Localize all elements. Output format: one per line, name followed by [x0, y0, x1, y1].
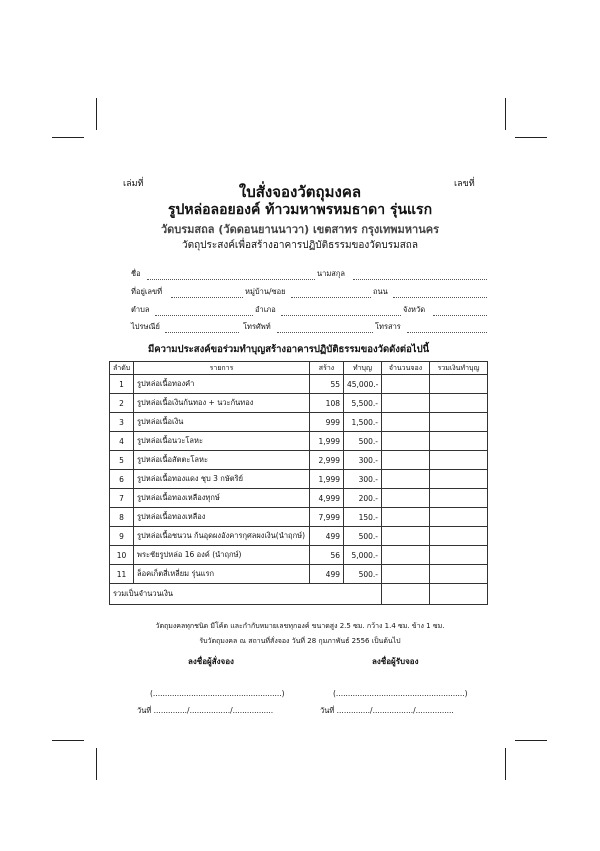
row-total[interactable] — [430, 432, 488, 451]
province-field[interactable] — [433, 315, 487, 316]
col-header-quantity: จำนวนจอง — [382, 362, 430, 375]
row-number: 1 — [110, 375, 134, 394]
row-item: พระชัยรูปหล่อ 16 องค์ (นำฤกษ์) — [134, 546, 310, 565]
crop-mark — [52, 137, 84, 138]
row-built-qty: 4,999 — [310, 489, 344, 508]
crop-mark — [96, 98, 97, 130]
row-total[interactable] — [430, 413, 488, 432]
name-field[interactable] — [147, 279, 315, 280]
row-built-qty: 108 — [310, 394, 344, 413]
name-row — [131, 270, 487, 282]
order-table — [109, 361, 488, 605]
name-label: ชื่อ — [131, 269, 141, 278]
row-donation: 45,000.- — [344, 375, 382, 394]
row-donation: 1,500.- — [344, 413, 382, 432]
contact-row — [131, 323, 487, 335]
row-number: 9 — [110, 527, 134, 546]
district-label: อำเภอ — [255, 305, 276, 314]
row-order-quantity[interactable] — [382, 470, 430, 489]
row-number: 8 — [110, 508, 134, 527]
row-total[interactable] — [430, 451, 488, 470]
row-order-quantity[interactable] — [382, 489, 430, 508]
row-order-quantity[interactable] — [382, 394, 430, 413]
total-label: รวมเป็นจำนวนเงิน — [110, 584, 382, 605]
village-label: หมู่บ้าน/ซอย — [245, 287, 286, 296]
row-order-quantity[interactable] — [382, 375, 430, 394]
row-order-quantity[interactable] — [382, 451, 430, 470]
surname-label: นามสกุล — [317, 269, 345, 278]
col-header-no: ลำดับ — [110, 362, 134, 375]
table-row — [110, 527, 488, 546]
table-row — [110, 394, 488, 413]
phone-field[interactable] — [277, 332, 373, 333]
village-field[interactable] — [291, 297, 371, 298]
note-line-1: วัตถุมงคลทุกชนิด มีโค้ด และกำกับหมายเลขทุกองค์ ขนาดสูง 2.5 ซม. กว้าง 1.4 ซม. ข้าง 1 ซม. — [155, 622, 445, 630]
row-order-quantity[interactable] — [382, 508, 430, 527]
note-line-2: รับวัตถุมงคล ณ สถานที่สั่งจอง วันที่ 28 กุมภาพันธ์ 2556 เป็นต้นไป — [199, 637, 401, 645]
postal-field[interactable] — [165, 332, 239, 333]
row-item: รูปหล่อเนื้อเงิน — [134, 413, 310, 432]
orderer-name-blank[interactable]: (......................................................) — [150, 689, 285, 698]
row-donation: 500.- — [344, 527, 382, 546]
total-quantity-cell[interactable] — [382, 584, 430, 605]
row-item: รูปหล่อเนื้อสัตตะโลหะ — [134, 451, 310, 470]
row-total[interactable] — [430, 508, 488, 527]
row-total[interactable] — [430, 527, 488, 546]
crop-mark — [515, 740, 547, 741]
row-number: 5 — [110, 451, 134, 470]
form-title: ใบสั่งจองวัตถุมงคล — [238, 183, 362, 201]
row-total[interactable] — [430, 470, 488, 489]
table-row — [110, 413, 488, 432]
total-row — [110, 584, 488, 605]
crop-mark — [515, 137, 547, 138]
orderer-date-line[interactable]: วันที่ ............../................./................. — [137, 706, 274, 715]
road-field[interactable] — [393, 297, 487, 298]
row-donation: 300.- — [344, 470, 382, 489]
row-order-quantity[interactable] — [382, 527, 430, 546]
orderer-signature-label: ลงชื่อผู้สั่งจอง — [188, 657, 234, 666]
document-number-label: เลขที่ — [454, 179, 475, 189]
row-built-qty: 55 — [310, 375, 344, 394]
row-number: 4 — [110, 432, 134, 451]
total-amount-cell[interactable] — [430, 584, 488, 605]
fax-label: โทรสาร — [375, 322, 401, 331]
row-built-qty: 499 — [310, 527, 344, 546]
row-donation: 300.- — [344, 451, 382, 470]
temple-name: วัดบรมสถล (วัดดอนยานนาวา) เขตสาทร กรุงเทพมหานคร — [160, 223, 440, 236]
intro-text: มีความประสงค์ขอร่วมทำบุญสร้างอาคารปฏิบัติธรรมของวัดดังต่อไปนี้ — [148, 344, 430, 355]
row-donation: 5,500.- — [344, 394, 382, 413]
col-header-total: รวมเงินทำบุญ — [430, 362, 488, 375]
row-number: 7 — [110, 489, 134, 508]
row-built-qty: 56 — [310, 546, 344, 565]
row-built-qty: 7,999 — [310, 508, 344, 527]
subdistrict-field[interactable] — [155, 315, 253, 316]
address-field[interactable] — [171, 297, 243, 298]
row-item: รูปหล่อเนื้อชนวน ก้นอุดผงอังคารกุศลผงเงิน(นำฤกษ์) — [134, 527, 310, 546]
row-total[interactable] — [430, 375, 488, 394]
row-item: รูปหล่อเนื้อเงินก้นทอง + นวะก้นทอง — [134, 394, 310, 413]
surname-field[interactable] — [353, 279, 487, 280]
row-donation: 500.- — [344, 565, 382, 584]
row-built-qty: 2,999 — [310, 451, 344, 470]
col-header-built: สร้าง — [310, 362, 344, 375]
crop-mark — [96, 748, 97, 780]
postal-label: ไปรษณีย์ — [131, 322, 160, 331]
road-label: ถนน — [373, 287, 388, 296]
fax-field[interactable] — [407, 332, 487, 333]
district-field[interactable] — [281, 315, 401, 316]
row-total[interactable] — [430, 546, 488, 565]
book-number-label: เล่มที่ — [123, 179, 144, 189]
row-item: ล็อคเก็ตสี่เหลี่ยม รุ่นแรก — [134, 565, 310, 584]
table-row — [110, 451, 488, 470]
phone-label: โทรศัพท์ — [243, 322, 271, 331]
col-header-item: รายการ — [134, 362, 310, 375]
row-number: 3 — [110, 413, 134, 432]
table-row — [110, 489, 488, 508]
row-number: 6 — [110, 470, 134, 489]
purpose-text: วัตถุประสงค์เพื่อสร้างอาคารปฏิบัติธรรมของวัดบรมสถล — [182, 240, 418, 251]
address-row — [131, 288, 487, 300]
row-order-quantity[interactable] — [382, 432, 430, 451]
table-row — [110, 546, 488, 565]
row-built-qty: 1,999 — [310, 470, 344, 489]
row-item: รูปหล่อเนื้อทองเหลืองทุกษ์ — [134, 489, 310, 508]
locality-row — [131, 306, 487, 318]
row-total[interactable] — [430, 394, 488, 413]
crop-mark — [52, 740, 84, 741]
row-item: รูปหล่อเนื้อนวะโลหะ — [134, 432, 310, 451]
province-label: จังหวัด — [403, 305, 426, 314]
receiver-signature-label: ลงชื่อผู้รับจอง — [372, 657, 419, 666]
form-subtitle: รูปหล่อลอยองค์ ท้าวมหาพรหมธาดา รุ่นแรก — [167, 202, 433, 218]
table-row — [110, 470, 488, 489]
row-number: 2 — [110, 394, 134, 413]
table-row — [110, 508, 488, 527]
table-header-row — [110, 362, 488, 375]
row-total[interactable] — [430, 565, 488, 584]
row-order-quantity[interactable] — [382, 565, 430, 584]
row-donation: 500.- — [344, 432, 382, 451]
row-number: 10 — [110, 546, 134, 565]
table-row — [110, 565, 488, 584]
address-label: ที่อยู่เลขที่ — [131, 287, 163, 296]
table-row — [110, 432, 488, 451]
receiver-name-blank[interactable]: (......................................................) — [333, 689, 468, 698]
row-item: รูปหล่อเนื้อทองแดง ชุบ 3 กษัตริย์ — [134, 470, 310, 489]
row-order-quantity[interactable] — [382, 546, 430, 565]
subdistrict-label: ตำบล — [131, 305, 150, 314]
row-built-qty: 999 — [310, 413, 344, 432]
row-item: รูปหล่อเนื้อทองเหลือง — [134, 508, 310, 527]
row-built-qty: 1,999 — [310, 432, 344, 451]
row-built-qty: 499 — [310, 565, 344, 584]
row-number: 11 — [110, 565, 134, 584]
row-item: รูปหล่อเนื้อทองคำ — [134, 375, 310, 394]
row-donation: 5,000.- — [344, 546, 382, 565]
crop-mark — [505, 748, 506, 780]
row-total[interactable] — [430, 489, 488, 508]
crop-mark — [505, 98, 506, 130]
row-donation: 150.- — [344, 508, 382, 527]
receiver-date-line[interactable]: วันที่ ............../................./................ — [320, 706, 454, 715]
table-row — [110, 375, 488, 394]
col-header-donation: ทำบุญ — [344, 362, 382, 375]
row-donation: 200.- — [344, 489, 382, 508]
row-order-quantity[interactable] — [382, 413, 430, 432]
